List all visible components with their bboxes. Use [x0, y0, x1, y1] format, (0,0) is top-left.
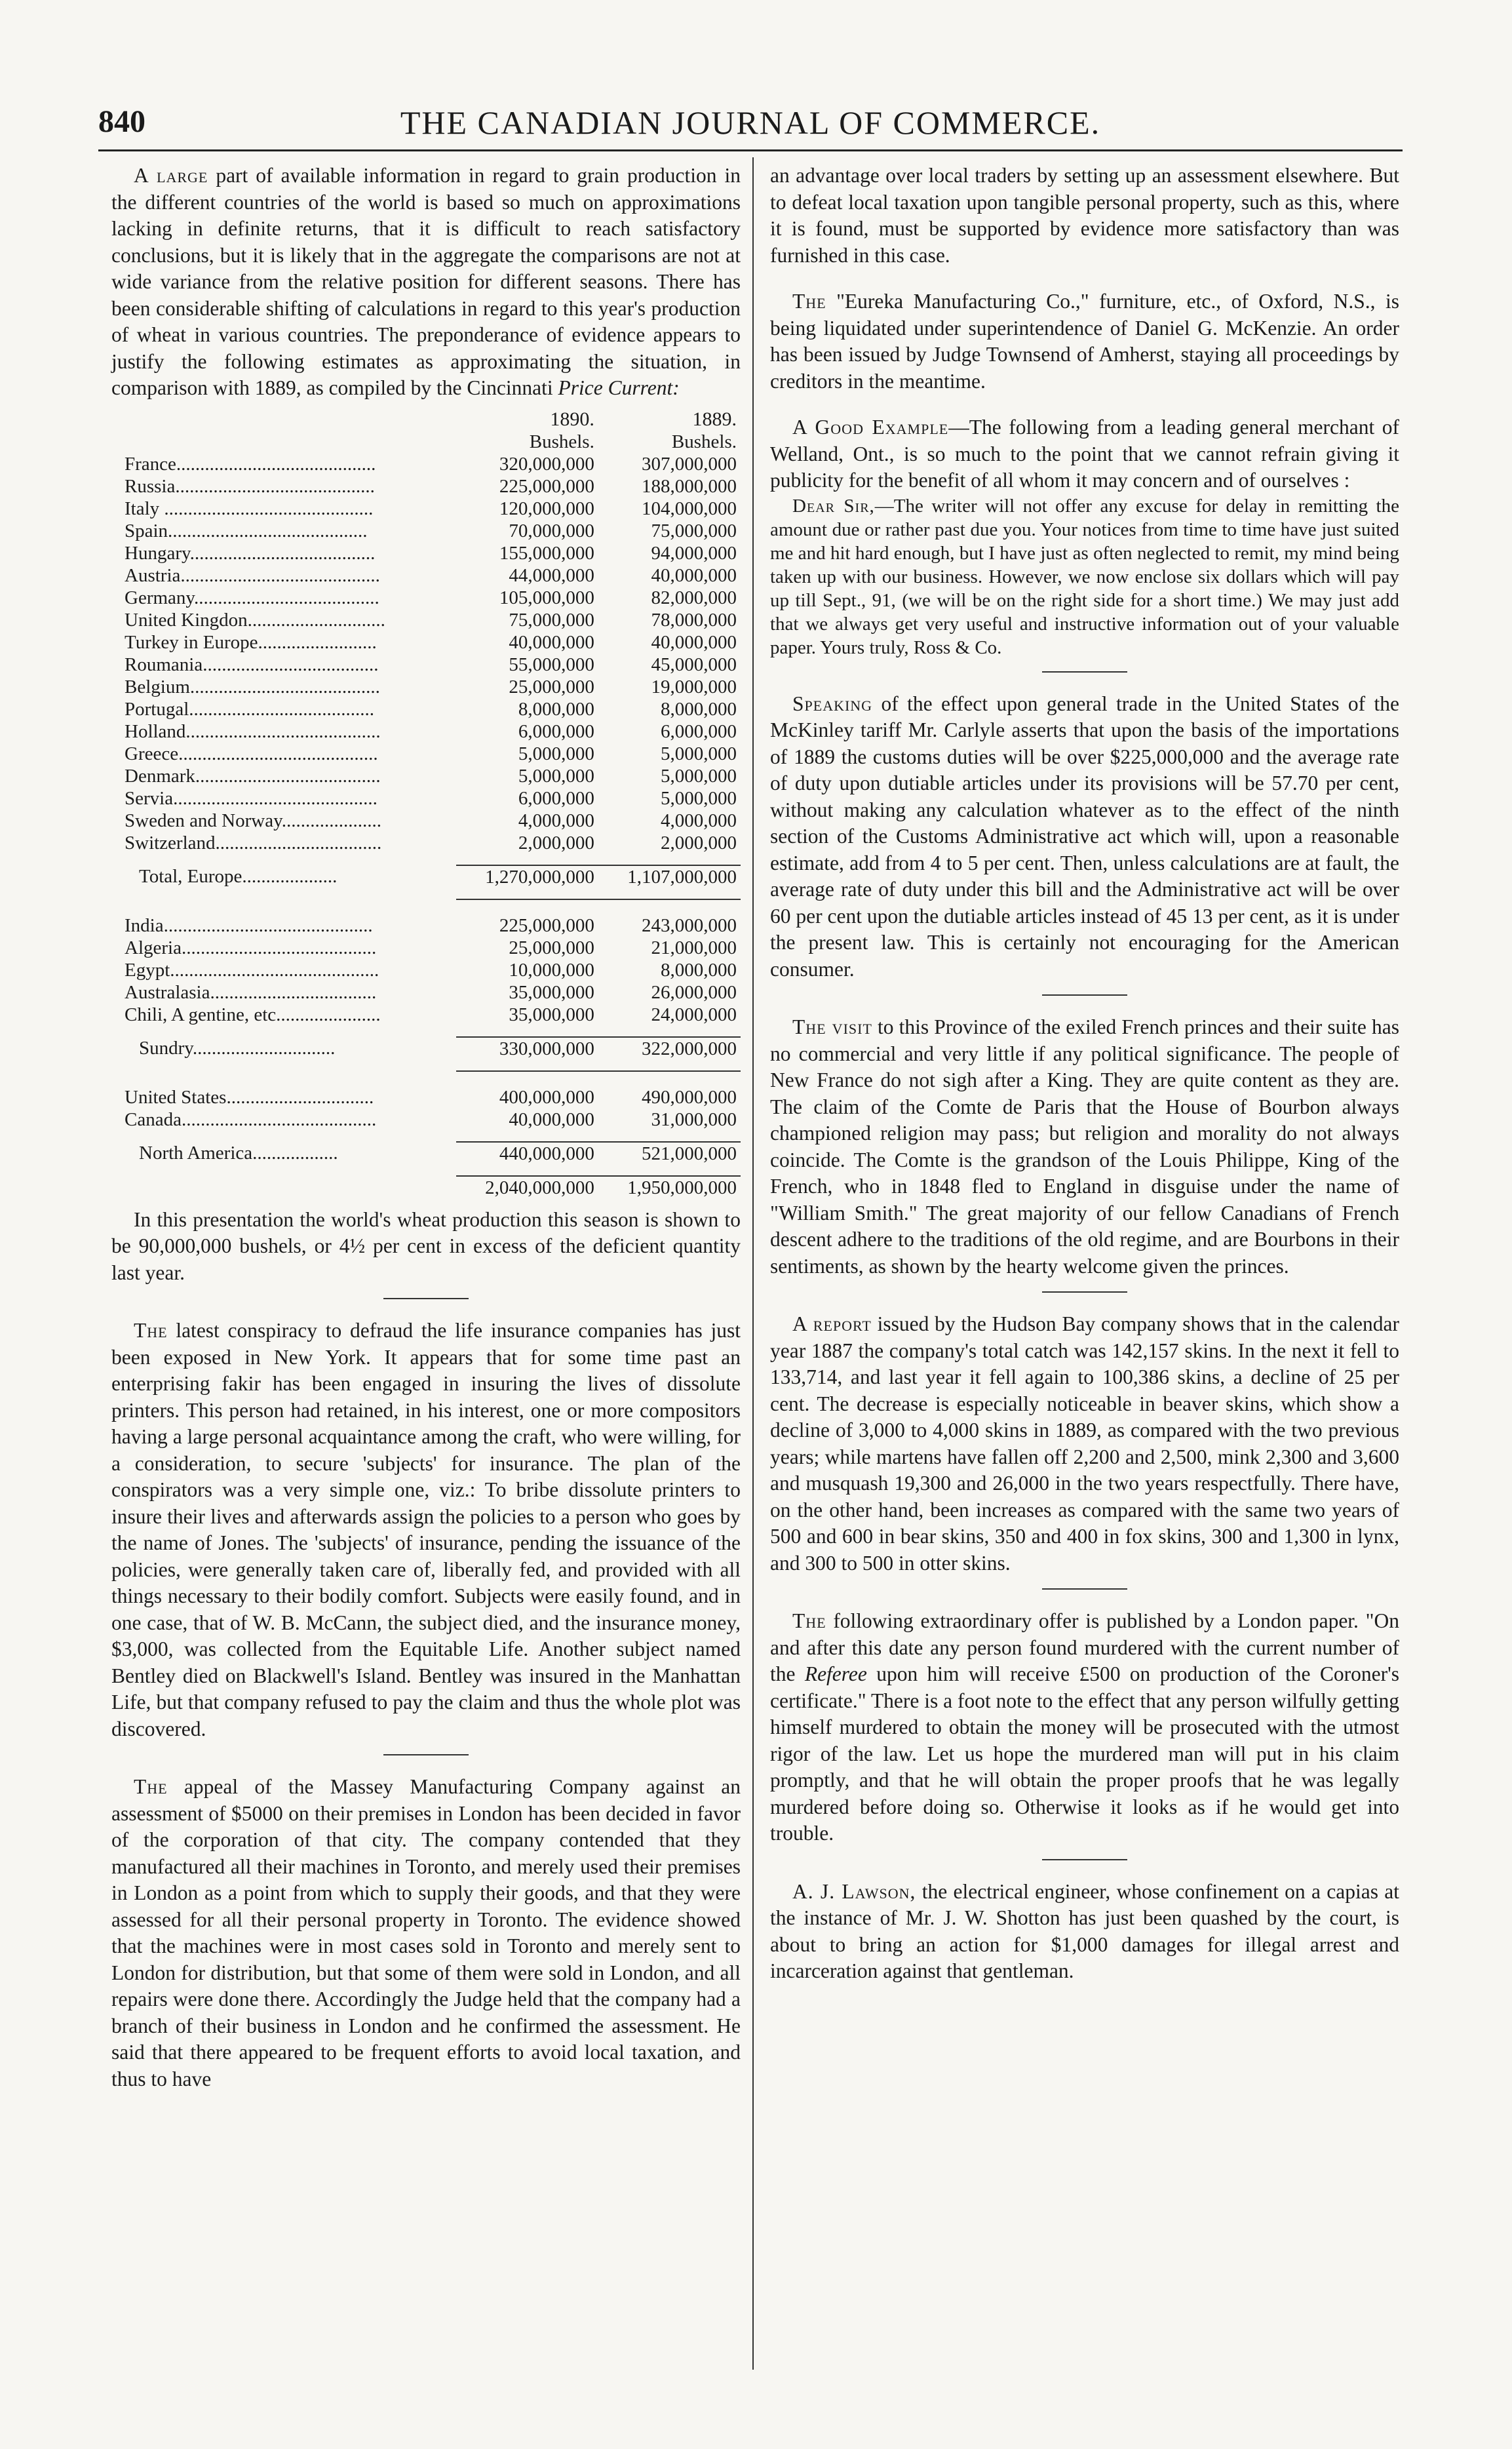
country-label: Chili, A gentine, etc...................... [125, 1004, 381, 1025]
table-row [111, 743, 741, 765]
value-1889: 8,000,000 [661, 698, 737, 720]
value-1890: 25,000,000 [509, 676, 594, 697]
massey-article: The appeal of the Massey Manufacturing Company against an assessment of $5000 on their premises in London has been decided in favor of the corporation of that city. The company contended that they manufactured all their machines in Toronto, and merely used their premises in London as a point from which to supply their goods, and that they were assessed for all their personal property in Toronto. The evidence showed that the machines were in most cases sold in Toronto and merely sent to London for distribution, but that some of them were sold in London, and all repairs were done there. Accordingly the Judge held that the company had a branch of their business in London and he confirmed the assessment. He said that there appeared to be frequent efforts to avoid local taxation, and thus to have [111, 1775, 741, 2090]
value-1889: 94,000,000 [651, 542, 737, 564]
table-row [111, 520, 741, 542]
table-rule [111, 1060, 741, 1071]
country-label: Turkey in Europe......................... [125, 631, 377, 653]
section-rule [1042, 994, 1127, 996]
value-1890: 5,000,000 [518, 743, 594, 764]
value-1890: 44,000,000 [509, 564, 594, 586]
value-1890: 105,000,000 [499, 587, 594, 608]
value-1890: 2,000,000 [518, 832, 594, 853]
value-1890: 6,000,000 [518, 787, 594, 809]
lawson-article: A. J. Lawson, the electrical engineer, whose confinement on a capias at the instance of Mr. J. W. Shotton has just been quashed by the court, is about to bring an action for $1,000 damages for illegal arrest and incarceration against that gentleman. [770, 1879, 1399, 1982]
right-column [770, 163, 1399, 1985]
table-row [111, 981, 741, 1004]
value-1890: 5,000,000 [518, 765, 594, 787]
table-row [111, 475, 741, 498]
value-1889: 8,000,000 [661, 959, 737, 981]
value-1890: 155,000,000 [499, 542, 594, 564]
country-label: Egypt............................................ [125, 959, 379, 981]
value-1889: 82,000,000 [651, 587, 737, 608]
value-1890: 55,000,000 [509, 654, 594, 675]
country-label: Australasia................................... [125, 981, 377, 1003]
country-label [111, 1176, 456, 1199]
country-label: Sweden and Norway..................... [125, 810, 381, 831]
table-row [111, 810, 741, 832]
table-row [111, 720, 741, 743]
value-1890: 4,000,000 [518, 810, 594, 831]
table-rule [111, 888, 741, 899]
value-1890: 35,000,000 [509, 1004, 594, 1025]
hudson-bay-article: A report issued by the Hudson Bay company shows that in the calendar year 1887 the company's total catch was 142,157 skins. In the next it fell to 133,714, and last year it fell again to 100,386 skins, a decline of 25 per cent. The decrease is especially noticeable in beaver skins, which show a decline of 3,000 to 4,000 skins in 1889, as compared with the two previous years; while martens have fallen off 2,200 and 2,500, mink 2,300 and 3,600 and musquash 19,300 and 26,000 in the two years respectfully. There have, on the other hand, been increases as compared with the same two years of 500 and 600 in bear skins, 350 and 400 in fox skins, 300 and 1,300 in lynx, and 300 to 500 in otter skins. [770, 1312, 1399, 1575]
country-label: Total, Europe.................... [139, 866, 338, 887]
country-label: Belgium........................................ [125, 676, 380, 697]
table-unit-row: Bushels. Bushels. [529, 431, 737, 452]
country-label: Germany....................................... [125, 587, 379, 608]
value-1890: 440,000,000 [499, 1143, 594, 1164]
value-1889: 45,000,000 [651, 654, 737, 675]
table-row [111, 914, 741, 937]
value-1889: 40,000,000 [651, 564, 737, 586]
table-rule [111, 1026, 741, 1037]
table-row [111, 542, 741, 564]
value-1889: 188,000,000 [642, 475, 737, 497]
country-label: France.......................................... [125, 453, 376, 475]
value-1890: 10,000,000 [509, 959, 594, 981]
table-total-row [111, 1037, 741, 1060]
table-row [111, 498, 741, 520]
table-total-row [111, 1142, 741, 1165]
country-label: United States............................... [125, 1086, 374, 1108]
table-row [111, 937, 741, 959]
value-1890: 330,000,000 [499, 1038, 594, 1059]
value-1889: 322,000,000 [642, 1038, 737, 1059]
value-1889: 2,000,000 [661, 832, 737, 853]
table-total-row [111, 865, 741, 888]
table-row [111, 609, 741, 631]
value-1890: 75,000,000 [509, 609, 594, 631]
value-1890: 225,000,000 [499, 475, 594, 497]
table-row [111, 698, 741, 720]
journal-title: THE CANADIAN JOURNAL OF COMMERCE. [400, 104, 1101, 141]
country-label: Switzerland................................... [125, 832, 382, 853]
value-1889: 26,000,000 [651, 981, 737, 1003]
country-label: Portugal....................................... [125, 698, 375, 720]
country-label: Canada......................................... [125, 1108, 377, 1130]
table-row [111, 676, 741, 698]
value-1889: 5,000,000 [661, 765, 737, 787]
country-label: Austria.......................................... [125, 564, 380, 586]
value-1889: 78,000,000 [651, 609, 737, 631]
country-label: India............................................ [125, 914, 373, 936]
section-rule [1042, 1588, 1127, 1590]
country-label: Italy ............................................ [125, 498, 374, 519]
page-number: 840 [98, 104, 145, 139]
table-row [111, 453, 741, 475]
value-1889: 40,000,000 [651, 631, 737, 653]
table-row [111, 631, 741, 654]
mckinley-article: Speaking of the effect upon general trade in the United States of the McKinley tariff Mr. Carlyle asserts that upon the basis of the importations of 1889 the customs duties will be over $225,000,000 and the average rate of duty upon dutiable articles under its provisions will be 57.70 per cent, without making any calculation whatever as to the effect of the ninth section of the Customs Administrative act which will, upon a reasonable estimate, add from 4 to 5 per cent. Then, unless calculations are at fault, the average rate of duty under this bill and the Administrative act will be over 60 per cent upon the dutiable articles instead of 45 13 per cent, as it is under the present law. This is certainly not encouraging for the American consumer. [770, 692, 1400, 981]
section-rule [383, 1754, 469, 1755]
country-label: Hungary....................................... [125, 542, 376, 564]
country-label: Sundry.............................. [139, 1038, 336, 1059]
value-1890: 2,040,000,000 [485, 1177, 594, 1198]
table-row [111, 1108, 741, 1131]
value-1889: 1,107,000,000 [627, 866, 737, 888]
country-label: Russia.......................................... [125, 475, 375, 497]
grain-article-intro: A large part of available information in regard to grain production in the different countries of the world is based so much on approximations lacking in definite returns, that it is difficult to reach satisfactory conclusions, but it is likely that in the aggregate the comparisons are not at wide variance from the relative position for different seasons. There has been considerable shifting of calculations in regard to this year's production of wheat in various countries. The preponderance of evidence appears to justify the following estimates as approximating the situation, in comparison with 1889, as compiled by the Cincinnati Price Current: [111, 164, 741, 399]
value-1890: 225,000,000 [499, 914, 594, 936]
table-row [111, 1086, 741, 1108]
page-header [98, 92, 1403, 151]
value-1889: 6,000,000 [661, 720, 737, 742]
letter-quote: Dear Sir,—The writer will not offer any excuse for delay in remitting the amount due or rather past due you. Your notices from time to time have just suited me and hit hard enough, but I have just as often neglected to remit, my mind being taken up with our business. However, we now enclose six dollars which will pay up till Sept., 91, (we will be on the right side for a short time.) We may just add that we always get very useful and instructive information out of your valuable paper. Yours truly, Ross & Co. [770, 495, 1399, 658]
value-1890: 35,000,000 [509, 981, 594, 1003]
value-1890: 6,000,000 [518, 720, 594, 742]
value-1889: 31,000,000 [651, 1108, 737, 1130]
table-aggregate-row [111, 1176, 741, 1199]
country-label: Roumania..................................... [125, 654, 379, 675]
value-1890: 8,000,000 [518, 698, 594, 720]
princes-article: The visit to this Province of the exiled French princes and their suite has no commercial and very little if any political significance. The people of New France do not sigh after a King. They are quite content as they are. The claim of the Comte de Paris that the House of Bourbon always championed religion may pass; but religion and morality do not always coincide. The Comte is the grandson of the Louis Philippe, King of the French, who in 1848 fled to England in disguise under the name of "William Smith." The great majority of our fellow Canadians of French descent adhere to the traditions of the old regime, and are Bourbons in their sentiments, as shown by the hearty welcome given the princes. [770, 1015, 1399, 1278]
value-1889: 490,000,000 [642, 1086, 737, 1108]
country-label: Algeria......................................... [125, 937, 377, 958]
table-row [111, 1004, 741, 1026]
country-label: United Kingdon............................. [125, 609, 385, 631]
value-1889: 243,000,000 [642, 914, 737, 936]
massey-article-continued: an advantage over local traders by setting up an assessment elsewhere. But to defeat local taxation upon tangible personal property, such as this, where it is found, must be supported by evidence more satisfactory than was furnished in this case. [770, 164, 1399, 267]
table-row [111, 587, 741, 609]
value-1890: 320,000,000 [499, 453, 594, 475]
value-1890: 40,000,000 [509, 631, 594, 653]
grain-summary: In this presentation the world's wheat production this season is shown to be 90,000,000 bushels, or 4½ per cent in excess of the deficient quantity last year. [111, 1207, 741, 1284]
table-row [111, 832, 741, 854]
example-article: A Good Example—The following from a leading general merchant of Welland, Ont., is so much to the point that we cannot refrain giving it publicity for the benefit of all whom it may concern and of ourselves : [770, 416, 1399, 492]
value-1889: 75,000,000 [651, 520, 737, 541]
table-row [111, 959, 741, 981]
country-label: Greece.......................................... [125, 743, 378, 764]
value-1889: 21,000,000 [651, 937, 737, 958]
table-rule [111, 1165, 741, 1176]
value-1890: 120,000,000 [499, 498, 594, 519]
value-1890: 70,000,000 [509, 520, 594, 541]
column-divider [752, 157, 754, 2370]
value-1889: 307,000,000 [642, 453, 737, 475]
section-rule [1042, 1291, 1127, 1293]
referee-article: The following extraordinary offer is published by a London paper. "On and after this date any person found murdered with the current number of the Referee upon him will receive £500 on production of the Coroner's certificate." There is a foot note to the effect that any person wilfully getting himself murdered to obtain the money will be prosecuted with the utmost rigor of the law. Let us hope the murdered man will put in his claim promptly, and that he will obtain the proper proofs that he was legally murdered before doing so. Otherwise it looks as if he would get into trouble. [770, 1609, 1400, 1845]
table-year-row: 1890. 1889. [550, 408, 737, 430]
value-1890: 25,000,000 [509, 937, 594, 958]
country-label: North America.................. [139, 1143, 338, 1164]
left-column [111, 163, 741, 2092]
table-rule [111, 854, 741, 865]
value-1889: 24,000,000 [651, 1004, 737, 1025]
eureka-article: The "Eureka Manufacturing Co.," furniture, etc., of Oxford, N.S., is being liquidated under superintendence of Daniel G. McKenzie. An order has been issued by Judge Townsend of Amherst, staying all proceedings by creditors in the meantime. [770, 290, 1399, 393]
section-rule [383, 1298, 469, 1299]
table-row [111, 654, 741, 676]
header-rule [98, 149, 1403, 151]
value-1890: 40,000,000 [509, 1108, 594, 1130]
table-rule [111, 1131, 741, 1142]
table-row [111, 787, 741, 810]
value-1889: 19,000,000 [651, 676, 737, 697]
value-1889: 4,000,000 [661, 810, 737, 831]
section-rule [1042, 671, 1127, 673]
country-label: Holland......................................... [125, 720, 381, 742]
table-row [111, 564, 741, 587]
value-1889: 5,000,000 [661, 743, 737, 764]
value-1889: 5,000,000 [661, 787, 737, 809]
section-rule [1042, 1859, 1127, 1860]
insurance-article: The latest conspiracy to defraud the life insurance companies has just been exposed in New York. It appears that for some time past an enterprising fakir has been engaged in insuring the lives of dissolute printers. This person had retained, in his interest, one or more compositors having a large personal acquaintance among the craft, who were willing, for a consideration, to secure 'subjects' for insurance. The plan of the conspirators was a very simple one, viz.: To bribe dissolute printers to insure their lives and afterwards assign the policies to a person who goes by the name of Jones. The 'subjects' of insurance, pending the issuance of the policies, were generally taken care of, liberally fed, and provided with all things necessary to their bodily comfort. Subjects were easily found, and in one case, that of W. B. McCann, the subject died, and the insurance money, $3,000, was collected from the Equitable Life. Another subject named Bentley died on Blackwell's Island. Bentley was insured in the Manhattan Life, but that company refused to pay the claim and thus the whole plot was discovered. [111, 1319, 741, 1740]
value-1889: 104,000,000 [642, 498, 737, 519]
value-1889: 521,000,000 [642, 1143, 737, 1164]
value-1890: 1,270,000,000 [485, 866, 594, 888]
grain-table [111, 408, 741, 1199]
table-row [111, 765, 741, 787]
value-1889: 1,950,000,000 [627, 1177, 737, 1198]
country-label: Spain.......................................... [125, 520, 368, 541]
country-label: Servia........................................... [125, 787, 378, 809]
country-label: Denmark....................................... [125, 765, 381, 787]
value-1890: 400,000,000 [499, 1086, 594, 1108]
